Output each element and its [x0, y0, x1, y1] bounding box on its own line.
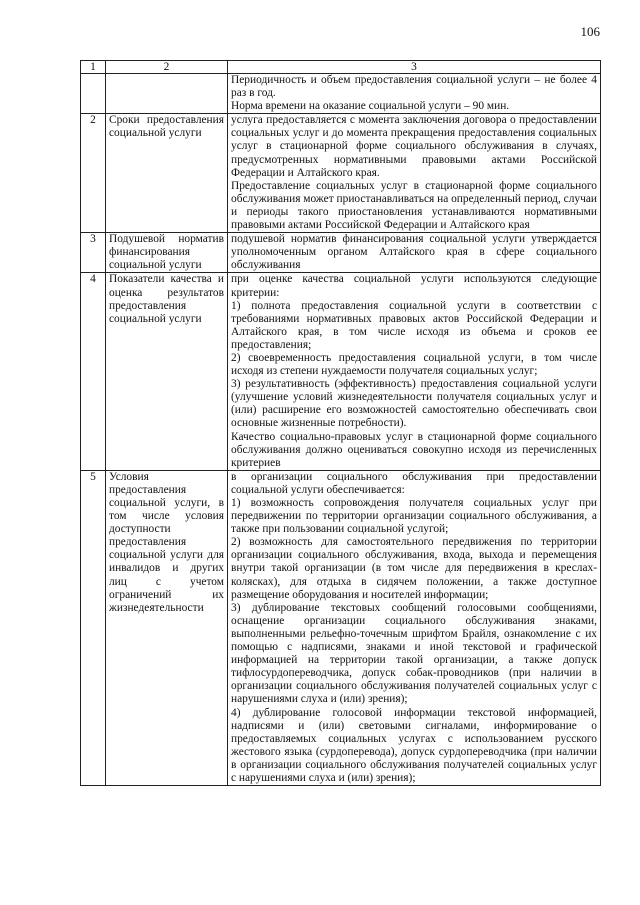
- row-number: 3: [81, 233, 106, 273]
- row-number: 2: [81, 114, 106, 233]
- paragraph: 4) дублирование голосовой информации текстовой информацией, надписями и (или) световыми сигналами, информирование о предоставляемых социальных услугах с использованием русского жестового языка (сурдоперевода), допуск сурдопереводчика (при наличии в организации социального обслуживания получателей социальных услуг с нарушениями слуха и (или) зрения);: [231, 706, 597, 784]
- table-row: [81, 74, 601, 114]
- row-description: [228, 273, 601, 470]
- row-name: Сроки предоставления социальной услуги: [106, 114, 228, 233]
- table-row: [81, 233, 601, 273]
- service-standard-table: [80, 60, 601, 786]
- row-number: 5: [81, 470, 106, 785]
- paragraph: при оценке качества социальной услуги используются следующие критерии:: [231, 273, 597, 299]
- paragraph: 2) возможность для самостоятельного передвижения по территории организации социального обслуживания, входа, выхода и перемещения внутри такой организации (в том числе для передвижения в креслах-колясках), для отдыха в сидячем положении, а также доступное размещение оборудования и носителей информации;: [231, 536, 597, 601]
- row-number: [81, 74, 106, 114]
- row-description: [228, 114, 601, 233]
- column-header-1: 1: [81, 61, 106, 74]
- row-name: [106, 74, 228, 114]
- table-row: [81, 470, 601, 785]
- page-number: 106: [580, 24, 600, 39]
- table-row: [81, 273, 601, 470]
- row-description: [228, 233, 601, 273]
- paragraph: 1) полнота предоставления социальной услуги в соответствии с требованиями нормативных правовых актов Российской Федерации и Алтайского края, в том числе исходя из объема и сроков ее предоставления;: [231, 299, 597, 351]
- paragraph: 3) дублирование текстовых сообщений голосовыми сообщениями, оснащение организации социального обслуживания знаками, выполненными рельефно-точечным шрифтом Брайля, ознакомление с их помощью с надписями, знаками и иной текстовой и графической информацией на территории такой организации, а также допуск тифлосурдопереводчика, допуск собак-проводников (при наличии в организации социального обслуживания получателей социальных услуг с нарушениями слуха и (или) зрения);: [231, 601, 597, 706]
- row-description: [228, 470, 601, 785]
- paragraph: 3) результативность (эффективность) предоставления социальной услуги (улучшение условий жизнедеятельности получателя социальных услуг и (или) расширение его возможностей самостоятельно обеспечивать свои основные жизненные потребности).: [231, 378, 597, 430]
- paragraph: 2) своевременность предоставления социальной услуги, в том числе исходя из степени нуждаемости получателя социальных услуг;: [231, 351, 597, 378]
- paragraph: в организации социального обслуживания при предоставлении социальной услуги обеспечивается:: [231, 470, 597, 496]
- paragraph: Предоставление социальных услуг в стационарной форме социального обслуживания может приостанавливаться на определенный период, случаи и периоды такого приостановления устанавливаются нормативными правовыми актами Российской Федерации и Алтайского края: [231, 179, 597, 232]
- row-name: Показатели качества и оценка результатов предоставления социальной услуги: [106, 273, 228, 470]
- paragraph: услуга предоставляется с момента заключения договора о предоставлении социальных услуг и до момента прекращения предоставления социальных услуг в стационарной форме социального обслуживания в случаях, предусмотренных нормативными правовыми актами Российской Федерации и Алтайского края.: [231, 114, 597, 179]
- paragraph: подушевой норматив финансирования социальной услуги утверждается уполномоченным органом Алтайского края в сфере социального обслуживания: [231, 233, 597, 272]
- paragraph: 1) возможность сопровождения получателя социальных услуг при передвижении по территории организации социального обслуживания, а также при пользовании социальной услугой;: [231, 497, 597, 536]
- row-name: Подушевой норматив финансирования социальной услуги: [106, 233, 228, 273]
- column-header-3: 3: [228, 61, 601, 74]
- row-description: [228, 74, 601, 114]
- row-number: 4: [81, 273, 106, 470]
- column-header-2: 2: [106, 61, 228, 74]
- paragraph: Периодичность и объем предоставления социальной услуги – не более 4 раз в год.: [231, 74, 597, 100]
- paragraph: Качество социально-правовых услуг в стационарной форме социального обслуживания должно оцениваться совокупно исходя из перечисленных критериев: [231, 430, 597, 469]
- paragraph: Норма времени на оказание социальной услуги – 90 мин.: [231, 100, 510, 113]
- table-row: [81, 114, 601, 233]
- table-header-row: [81, 61, 601, 74]
- row-name: Условия предоставления социальной услуги, в том числе условия доступности предоставления социальной услуги для инвалидов и других лиц с учетом ограничений их жизнедеятельности: [106, 470, 228, 785]
